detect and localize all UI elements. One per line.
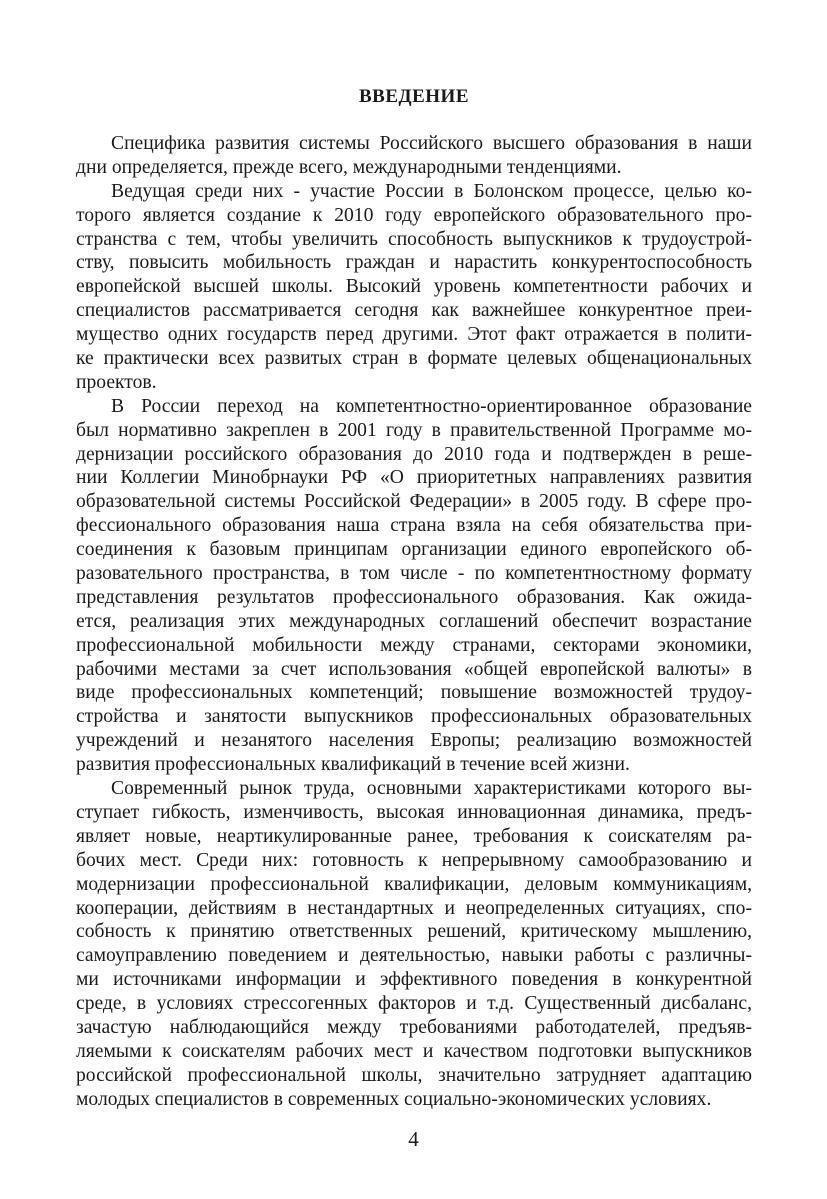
text-line: фессионального образования наша страна взяла на себя обязательства при- (76, 515, 752, 537)
text-line: европейской высшей школы. Высокий уровень компетентности рабочих и (76, 276, 752, 298)
text-line: торого является создание к 2010 году европейского образовательного про- (76, 204, 752, 226)
text-line: странства с тем, чтобы увеличить способность выпускников к трудоустрой- (76, 228, 752, 250)
text-line: модернизации профессиональной квалификации, деловым коммуникациям, (76, 873, 752, 895)
text-line: рабочими местами за счет использования «общей европейской валюты» в (76, 658, 752, 680)
page-number: 4 (408, 1127, 419, 1151)
text-line: представления результатов профессионального образования. Как ожида- (76, 586, 752, 608)
text-line: среде, в условиях стрессогенных факторов и т.д. Существенный дисбаланс, (76, 993, 752, 1015)
text-line: молодых специалистов в современных социально-экономических условиях. (76, 1088, 712, 1110)
text-line: профессиональной мобильности между странами, секторами экономики, (76, 634, 752, 656)
page-body (76, 84, 752, 1112)
text-line: самоуправлению поведением и деятельностью, навыки работы с различны- (76, 945, 752, 967)
text-line: учреждений и незанятого населения Европы; реализацию возможностей (76, 730, 752, 752)
text-block (76, 132, 752, 1112)
text-line: соединения к базовым принципам организации единого европейского об- (76, 539, 752, 561)
text-line: образовательной системы Российской Федерации» в 2005 году. В сфере про- (76, 491, 752, 513)
text-line: нии Коллегии Минобрнауки РФ «О приоритетных направлениях развития (76, 467, 752, 489)
text-line: ке практически всех развитых стран в формате целевых общенациональных (76, 348, 752, 370)
text-line: ляемыми к соискателям рабочих мест и качеством подготовки выпускников (76, 1040, 752, 1062)
text-line: ется, реализация этих международных соглашений обеспечит возрастание (76, 610, 752, 632)
text-line: ми источниками информации и эффективного поведения в конкурентной (76, 969, 752, 991)
text-line: специалистов рассматривается сегодня как важнейшее конкурентное преи- (76, 300, 752, 322)
text-line: ступает гибкость, изменчивость, высокая инновационная динамика, предъ- (76, 801, 752, 823)
text-line: российской профессиональной школы, значительно затрудняет адаптацию (76, 1064, 752, 1086)
text-line: В России переход на компетентностно-ориентированное образование (111, 395, 752, 417)
text-line: ству, повысить мобильность граждан и нарастить конкурентоспособность (76, 252, 752, 274)
text-line: Специфика развития системы Российского высшего образования в наши (111, 133, 752, 154)
text-line: развития профессиональных квалификаций в течение всей жизни. (76, 754, 630, 776)
text-line: был нормативно закреплен в 2001 году в правительственной Программе мо- (76, 419, 752, 441)
text-line: мущество одних государств перед другими. Этот факт отражается в полити- (76, 324, 752, 346)
text-line: кооперации, действиям в нестандартных и неопределенных ситуациях, спо- (76, 897, 752, 919)
text-line: являет новые, неартикулированные ранее, требования к соискателям ра- (76, 825, 752, 847)
text-line: Современный рынок труда, основными характеристиками которого вы- (111, 778, 752, 800)
page-title: ВВЕДЕНИЕ (359, 86, 469, 107)
text-line: дни определяется, прежде всего, международными тенденциями. (76, 156, 622, 178)
text-line: проектов. (76, 371, 157, 393)
text-line: стройства и занятости выпускников профессиональных образовательных (76, 706, 752, 728)
text-line: виде профессиональных компетенций; повышение возможностей трудоу- (76, 682, 752, 704)
text-line: зачастую наблюдающийся между требованиями работодателей, предъяв- (76, 1016, 752, 1038)
text-line: бочих мест. Среди них: готовность к непрерывному самообразованию и (76, 849, 752, 871)
text-line: разовательного пространства, в том числе - по компетентностному формату (76, 563, 752, 585)
text-line: Ведущая среди них - участие России в Болонском процессе, целью ко- (111, 180, 752, 202)
text-line: дернизации российского образования до 2010 года и подтвержден в реше- (76, 443, 752, 465)
text-line: собность к принятию ответственных решений, критическому мышлению, (76, 921, 752, 943)
